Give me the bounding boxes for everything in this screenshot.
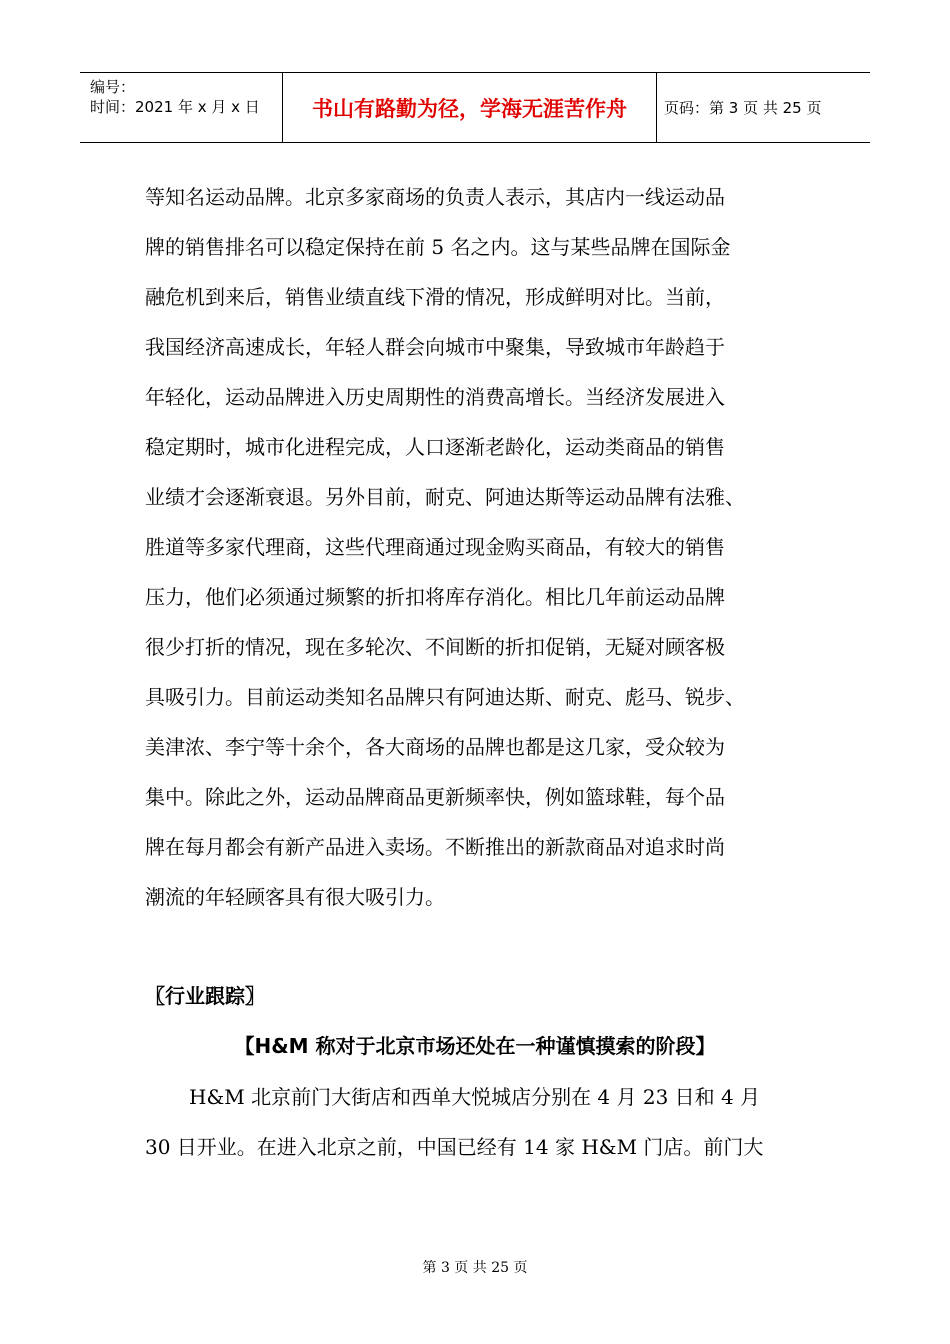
body-line: 融危机到来后，销售业绩直线下滑的情况，形成鲜明对比。当前， xyxy=(145,285,725,309)
body-line: 等知名运动品牌。北京多家商场的负责人表示，其店内一线运动品 xyxy=(145,185,725,209)
article-title: 【H&M 称对于北京市场还处在一种谨慎摸索的阶段】 xyxy=(234,1034,716,1058)
header-page-cell xyxy=(657,73,870,142)
article-line: 30 日开业。在进入北京之前，中国已经有 14 家 H&M 门店。前门大 xyxy=(145,1135,764,1159)
body-paragraph xyxy=(145,178,835,928)
header-page-info: 页码：第 3 页 共 25 页 xyxy=(664,99,822,117)
body-line: 牌在每月都会有新产品进入卖场。不断推出的新款商品对追求时尚 xyxy=(145,835,725,859)
body-line: 业绩才会逐渐衰退。另外目前，耐克、阿迪达斯等运动品牌有法雅、 xyxy=(145,485,745,509)
document-number-label: 编号： xyxy=(90,78,136,96)
section-heading: 〖行业跟踪〗 xyxy=(145,984,265,1008)
header-table xyxy=(80,72,870,143)
header-motto-cell xyxy=(283,73,657,142)
document-time-label: 时间：2021 年 x 月 x 日 xyxy=(90,98,260,116)
body-line: 美津浓、李宁等十余个，各大商场的品牌也都是这几家，受众较为 xyxy=(145,735,725,759)
body-line: 我国经济高速成长，年轻人群会向城市中聚集，导致城市年龄趋于 xyxy=(145,335,725,359)
article-paragraph xyxy=(145,1078,835,1178)
body-line: 压力，他们必须通过频繁的折扣将库存消化。相比几年前运动品牌 xyxy=(145,585,725,609)
body-line: 很少打折的情况，现在多轮次、不间断的折扣促销，无疑对顾客极 xyxy=(145,635,725,659)
body-line: 潮流的年轻顾客具有很大吸引力。 xyxy=(145,885,445,909)
header-motto: 书山有路勤为径，学海无涯苦作舟 xyxy=(312,95,627,121)
header-meta-cell xyxy=(80,73,283,142)
body-line: 集中。除此之外，运动品牌商品更新频率快，例如篮球鞋，每个品 xyxy=(145,785,725,809)
body-line: 年轻化，运动品牌进入历史周期性的消费高增长。当经济发展进入 xyxy=(145,385,725,409)
body-line: 牌的销售排名可以稳定保持在前 5 名之内。这与某些品牌在国际金 xyxy=(145,235,731,259)
page-footer: 第 3 页 共 25 页 xyxy=(422,1260,528,1276)
body-line: 具吸引力。目前运动类知名品牌只有阿迪达斯、耐克、彪马、锐步、 xyxy=(145,685,745,709)
article-line: H&M 北京前门大街店和西单大悦城店分别在 4 月 23 日和 4 月 xyxy=(189,1085,761,1109)
body-line: 稳定期时，城市化进程完成，人口逐渐老龄化，运动类商品的销售 xyxy=(145,435,725,459)
body-line: 胜道等多家代理商，这些代理商通过现金购买商品，有较大的销售 xyxy=(145,535,725,559)
